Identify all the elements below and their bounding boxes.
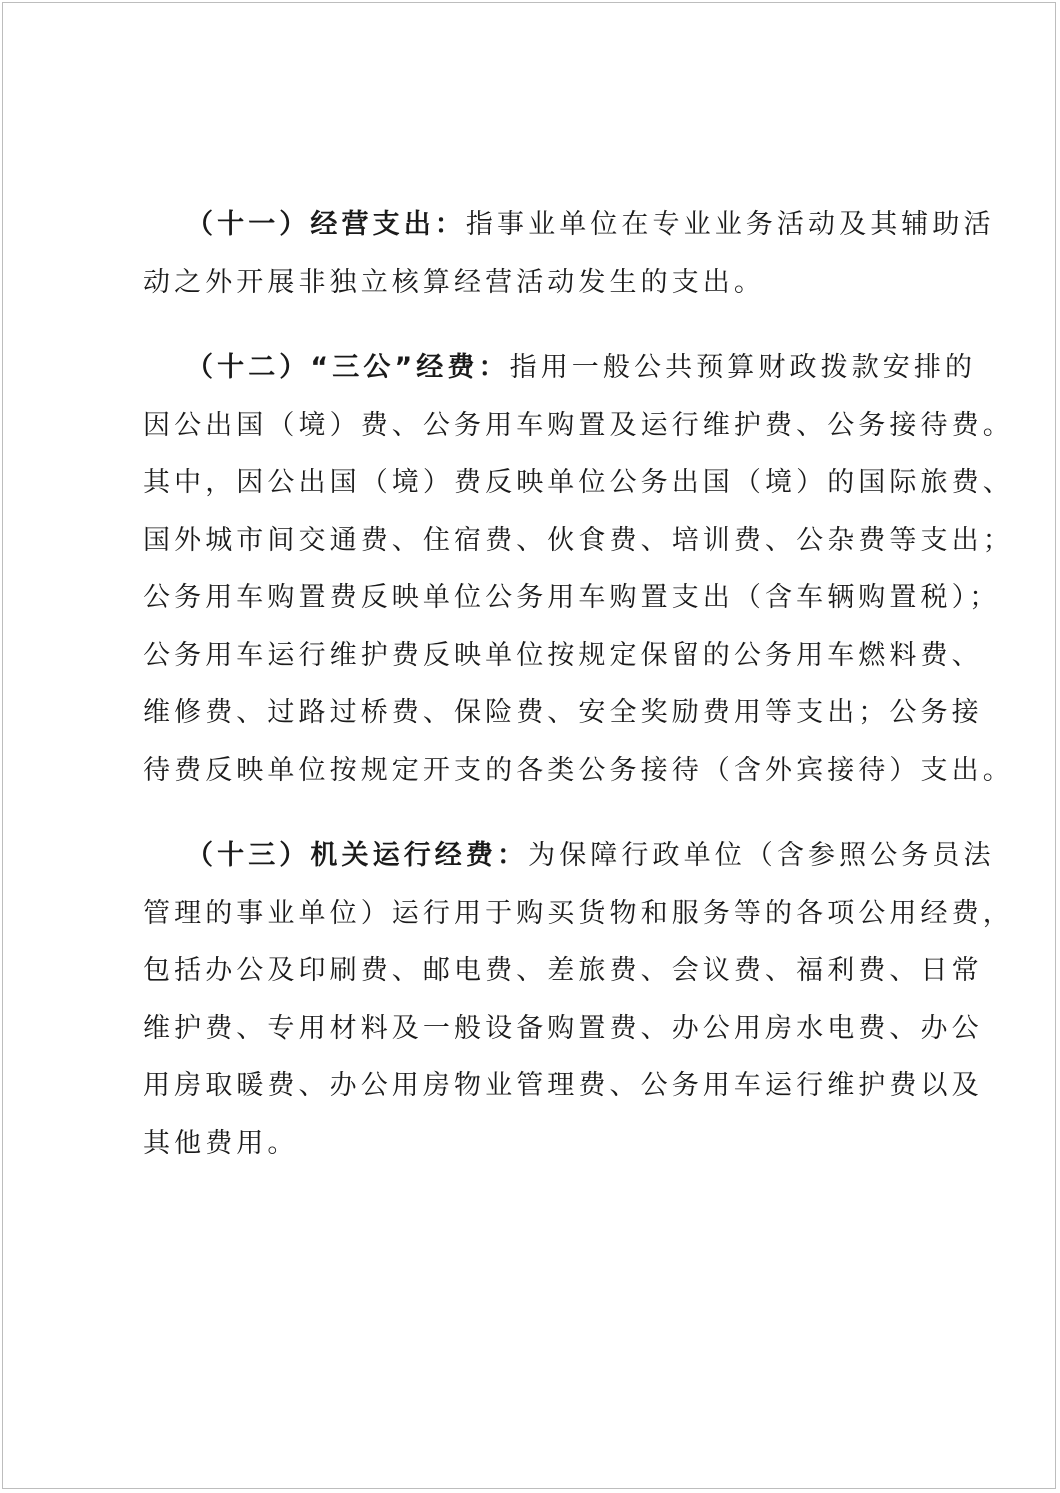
paragraph-line: 因公出国（境）费、公务用车购置及运行维护费、公务接待费。 — [143, 409, 1014, 441]
paragraph-line: 动之外开展非独立核算经营活动发生的支出。 — [143, 266, 765, 298]
paragraph-line: 待费反映单位按规定开支的各类公务接待（含外宾接待）支出。 — [143, 754, 1014, 786]
paragraph-line — [143, 827, 995, 885]
paragraph-line: 维护费、专用材料及一般设备购置费、办公用房水电费、办公 — [143, 1012, 983, 1044]
section-term: （十三）机关运行经费： — [186, 840, 529, 871]
paragraph-line: 公务用车运行维护费反映单位按规定保留的公务用车燃料费、 — [143, 639, 983, 671]
paragraph-line: 包括办公及印刷费、邮电费、差旅费、会议费、福利费、日常 — [143, 955, 983, 986]
paragraph-line: 其中，因公出国（境）费反映单位公务出国（境）的国际旅费、 — [143, 467, 1014, 498]
paragraph-line: 管理的事业单位）运行用于购买货物和服务等的各项公用经费， — [143, 897, 1014, 929]
document-body — [143, 196, 1014, 1200]
paragraph-line: 维修费、过路过桥费、保险费、安全奖励费用等支出；公务接 — [143, 697, 983, 728]
paragraph-line — [143, 196, 995, 254]
section-11-operating-expenses — [143, 196, 995, 311]
section-term: （十二）“三公”经费： — [186, 352, 510, 383]
definition-text: 指事业单位在专业业务活动及其辅助活 — [465, 209, 995, 240]
paragraph-line: 公务用车购置费反映单位公务用车购置支出（含车辆购置税）； — [143, 582, 1001, 613]
paragraph-line: 用房取暖费、办公用房物业管理费、公务用车运行维护费以及 — [143, 1070, 983, 1101]
section-12-three-public-expenses — [143, 339, 1014, 799]
paragraph-line: 其他费用。 — [143, 1127, 299, 1159]
definition-text: 指用一般公共预算财政拨款安排的 — [509, 352, 977, 383]
section-term: （十一）经营支出： — [186, 209, 466, 240]
paragraph-line: 国外城市间交通费、住宿费、伙食费、培训费、公杂费等支出； — [143, 524, 1014, 556]
section-13-agency-operating-expenses — [143, 827, 1014, 1172]
definition-text: 为保障行政单位（含参照公务员法 — [528, 840, 995, 871]
paragraph-line — [143, 339, 977, 397]
